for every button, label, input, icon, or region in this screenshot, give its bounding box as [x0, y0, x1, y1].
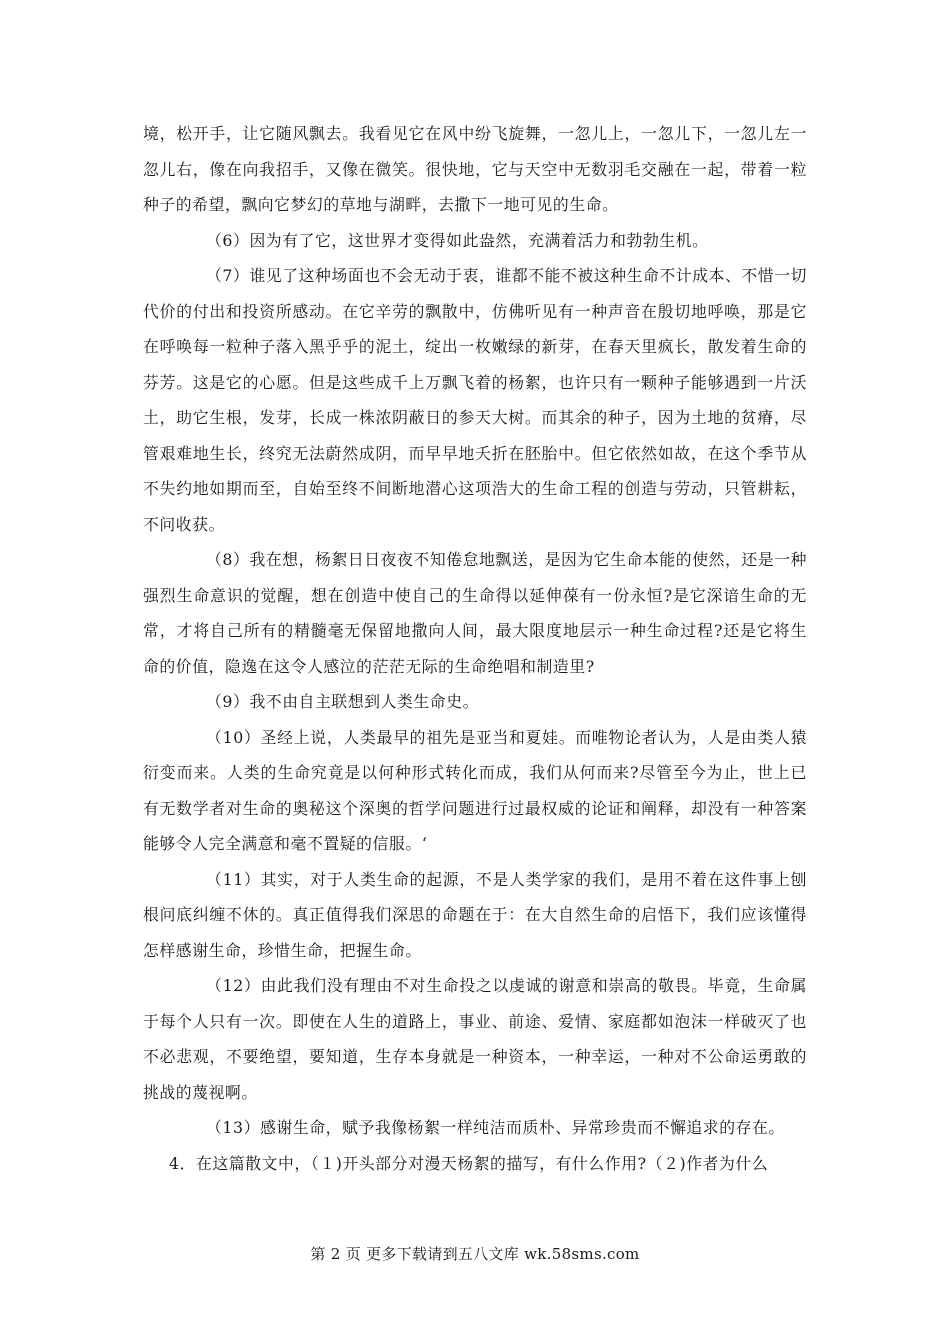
paragraph-7: （7）谁见了这种场面也不会无动于衷，谁都不能不被这种生命不计成本、不惜一切代价的付出和投资所感动。在它辛劳的飘散中，仿佛听见有一种声音在殷切地呼唤，那是它在呼唤每一粒种子落入黑乎乎的泥土，绽出一枚嫩绿的新芽，在春天里疯长，散发着生命的芬芳。这是它的心愿。但是这些成千上万飘飞着的杨絮，也许只有一颗种子能够遇到一片沃土，助它生根，发芽，长成一株浓阴蔽日的参天大树。而其余的种子，因为土地的贫瘠，尽管艰难地生长，终究无法蔚然成阴，而早早地夭折在胚胎中。但它依然如故，在这个季节从不失约地如期而至，自始至终不间断地潜心这项浩大的生命工程的创造与劳动，只管耕耘，不问收获。: [143, 266, 807, 534]
paragraph-12: （12）由此我们没有理由不对生命投之以虔诚的谢意和崇高的敬畏。毕竟，生命属于每个人只有一次。即使在人生的道路上，事业、前途、爱情、家庭都如泡沫一样破灭了也不必悲观，不要绝望，要知道，生存本身就是一种资本，一种幸运，一种对不公命运勇敢的挑战的蔑视啊。: [143, 976, 807, 1102]
article-body: [143, 116, 807, 1181]
paragraph-6: （6）因为有了它，这世界才变得如此盎然，充满着活力和勃勃生机。: [206, 230, 709, 250]
paragraph-9: （9）我不由自主联想到人类生命史。: [206, 692, 480, 711]
question-4: 4．在这篇散文中，（１)开头部分对漫天杨絮的描写，有什么作用?（２)作者为什么: [169, 1153, 769, 1173]
paragraph-11: （11）其实，对于人类生命的起源，不是人类学家的我们，是用不着在这件事上刨根问底纠缠不休的。真正值得我们深思的命题在于：在大自然生命的启悟下，我们应该懂得怎样感谢生命，珍惜生命，把握生命。: [143, 869, 807, 960]
paragraph-5-continuation: 境，松开手，让它随风飘去。我看见它在风中纷飞旋舞，一忽儿上，一忽儿下，一忽儿左一忽儿右，像在向我招手，又像在微笑。很快地，它与天空中无数羽毛交融在一起，带着一粒种子的希望，飘向它梦幻的草地与湖畔，去撒下一地可见的生命。: [143, 124, 807, 214]
paragraph-8: （8）我在想，杨絮日日夜夜不知倦怠地飘送，是因为它生命本能的使然，还是一种强烈生命意识的觉醒，想在创造中使自己的生命得以延伸葆有一份永恒?是它深谙生命的无常，才将自己所有的精髓毫无保留地撒向人间，最大限度地层示一种生命过程?还是它将生命的价值，隐逸在这令人感泣的茫茫无际的生命绝唱和制造里?: [143, 550, 807, 676]
paragraph-13: （13）感谢生命，赋予我像杨絮一样纯洁而质朴、异常珍贵而不懈追求的存在。: [206, 1118, 785, 1137]
page-footer: 第 2 页 更多下载请到五八文库 wk.58sms.com: [310, 1245, 640, 1263]
paragraph-10: （10）圣经上说，人类最早的祖先是亚当和夏娃。而唯物论者认为，人是由类人猿衍变而来。人类的生命究竟是以何种形式转化而成，我们从何而来?尽管至今为止，世上已有无数学者对生命的奥秘这个深奥的哲学问题进行过最权威的论证和阐释，却没有一种答案能够令人完全满意和毫不置疑的信服。‘: [143, 727, 807, 853]
